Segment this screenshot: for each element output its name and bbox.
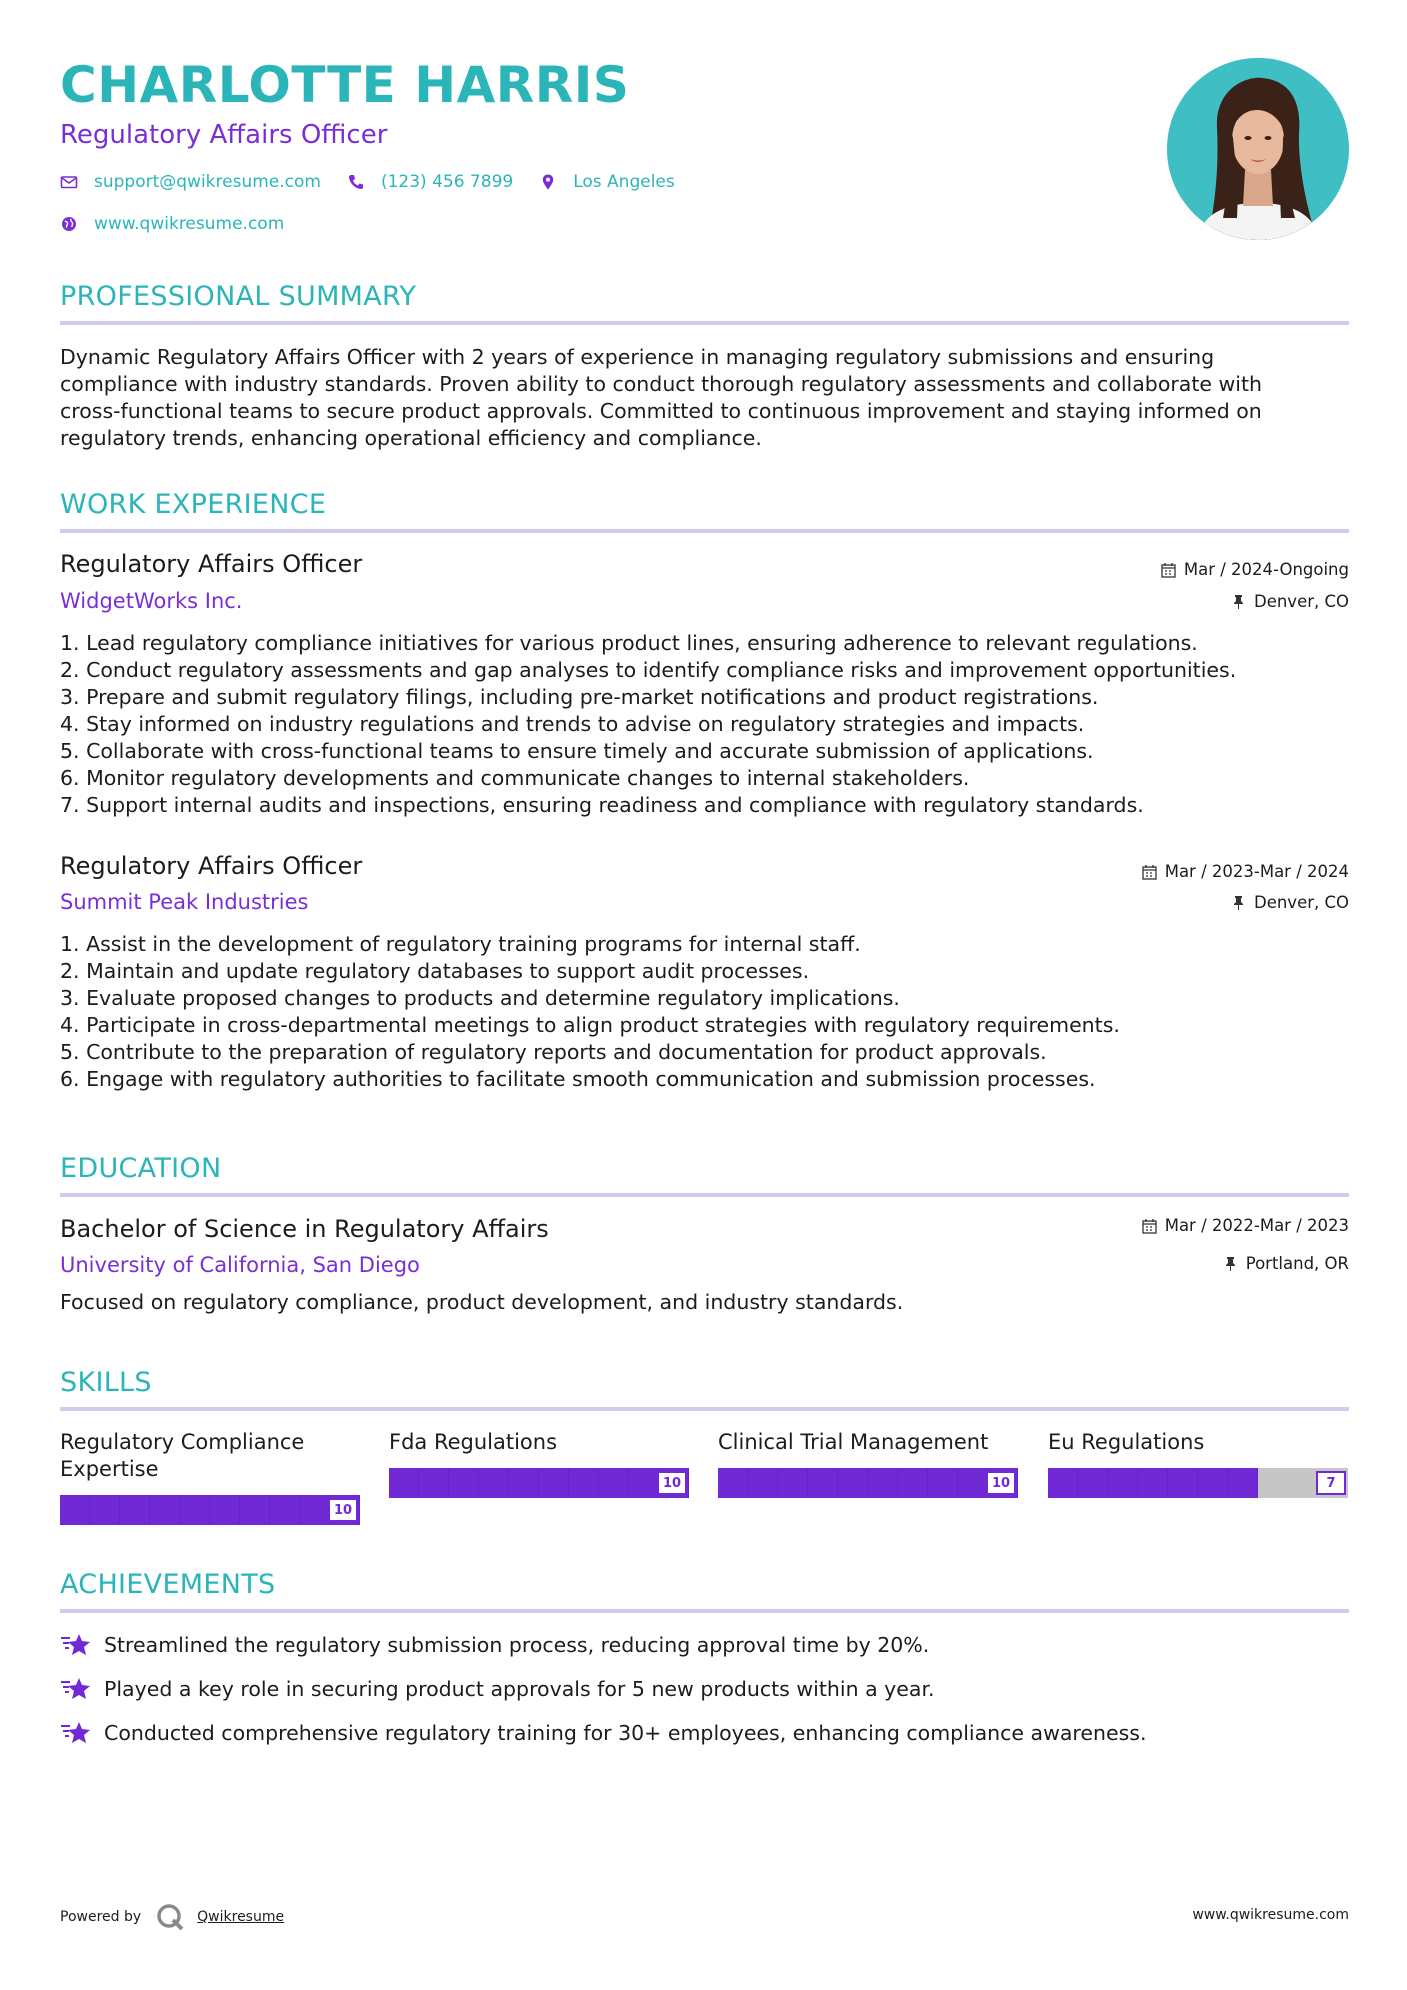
location-text: Denver, CO bbox=[1253, 893, 1349, 912]
skill-bar-segment bbox=[958, 1468, 988, 1498]
skill-bar-segment bbox=[868, 1468, 898, 1498]
powered-by-label: Powered by bbox=[60, 1909, 142, 1925]
skill-item bbox=[718, 1429, 1018, 1491]
skill-bar-segment bbox=[479, 1468, 509, 1498]
skill-bar-segment bbox=[1108, 1468, 1138, 1498]
skill-bar bbox=[60, 1495, 360, 1525]
skill-bar-segment bbox=[748, 1468, 778, 1498]
list-item: 5. Collaborate with cross-functional teams to ensure timely and accurate submission of applications. bbox=[60, 739, 1094, 763]
list-item: 6. Engage with regulatory authorities to facilitate smooth communication and submission processes. bbox=[60, 1067, 1096, 1091]
skill-score: 10 bbox=[657, 1471, 687, 1495]
envelope-icon bbox=[60, 173, 78, 191]
education-location bbox=[1223, 1254, 1349, 1273]
skill-bar-segment bbox=[270, 1495, 300, 1525]
skill-bar-segment bbox=[509, 1468, 539, 1498]
skills-heading: SKILLS bbox=[60, 1367, 152, 1398]
star-icon bbox=[60, 1676, 92, 1702]
job-location bbox=[1231, 893, 1349, 912]
contact-website[interactable] bbox=[60, 214, 284, 234]
pushpin-icon bbox=[1223, 1256, 1238, 1272]
job-bullets bbox=[60, 931, 1349, 1093]
skill-bar-segment bbox=[1168, 1468, 1198, 1498]
skill-name bbox=[1048, 1429, 1348, 1456]
list-item: 4. Stay informed on industry regulations and trends to advise on regulatory strategies and impacts. bbox=[60, 712, 1085, 736]
portrait-image bbox=[1167, 58, 1349, 240]
summary-line: regulatory trends, enhancing operational efficiency and compliance. bbox=[60, 426, 762, 450]
skill-bar-segment bbox=[898, 1468, 928, 1498]
skill-bar-fill bbox=[60, 1495, 360, 1525]
star-icon bbox=[60, 1720, 92, 1746]
skill-bar-segment bbox=[449, 1468, 479, 1498]
summary-line: compliance with industry standards. Proven ability to conduct thorough regulatory assessments and collaborate with bbox=[60, 372, 1263, 396]
skill-bar-segment bbox=[928, 1468, 958, 1498]
skill-bar-segment bbox=[1138, 1468, 1168, 1498]
skill-bar-segment bbox=[718, 1468, 748, 1498]
contact-phone[interactable] bbox=[347, 172, 513, 192]
list-item: 5. Contribute to the preparation of regulatory reports and documentation for product approvals. bbox=[60, 1040, 1047, 1064]
skill-bar-segment bbox=[150, 1495, 180, 1525]
skill-bar-fill bbox=[1048, 1468, 1258, 1498]
candidate-role: Regulatory Affairs Officer bbox=[60, 120, 388, 150]
skill-name-line: Fda Regulations bbox=[389, 1430, 558, 1454]
skill-bar-segment bbox=[210, 1495, 240, 1525]
skill-item bbox=[389, 1429, 689, 1491]
skill-bar-segment bbox=[240, 1495, 270, 1525]
footer-website[interactable]: www.qwikresume.com bbox=[1192, 1907, 1349, 1923]
section-divider bbox=[60, 1193, 1349, 1197]
education-heading: EDUCATION bbox=[60, 1153, 222, 1184]
skill-bar bbox=[389, 1468, 689, 1498]
achievement-text: Streamlined the regulatory submission process, reducing approval time by 20%. bbox=[104, 1633, 930, 1657]
summary-line: Dynamic Regulatory Affairs Officer with 2 years of experience in managing regulatory submissions and ensuring bbox=[60, 345, 1215, 369]
job-location bbox=[1231, 592, 1349, 611]
skill-name bbox=[60, 1429, 360, 1483]
skill-bar-segment bbox=[539, 1468, 569, 1498]
candidate-name: CHARLOTTE HARRIS bbox=[60, 56, 630, 114]
job-bullets bbox=[60, 630, 1349, 819]
contact-location bbox=[539, 172, 675, 192]
phone-icon bbox=[347, 173, 365, 191]
avatar bbox=[1167, 58, 1349, 240]
summary-line: cross-functional teams to secure product approvals. Committed to continuous improvement and staying informed on bbox=[60, 399, 1262, 423]
education-dates bbox=[1142, 1216, 1349, 1235]
list-item: 2. Conduct regulatory assessments and gap analyses to identify compliance risks and improvement opportunities. bbox=[60, 658, 1237, 682]
brand-link[interactable]: Qwikresume bbox=[197, 1909, 285, 1925]
skill-bar-segment bbox=[778, 1468, 808, 1498]
job-title: Regulatory Affairs Officer bbox=[60, 550, 363, 578]
skill-bar bbox=[718, 1468, 1018, 1498]
achievement-text: Played a key role in securing product approvals for 5 new products within a year. bbox=[104, 1677, 935, 1701]
footer-branding bbox=[60, 1902, 284, 1932]
skill-bar-segment bbox=[60, 1495, 90, 1525]
achievements-heading: ACHIEVEMENTS bbox=[60, 1569, 276, 1600]
list-item: 3. Evaluate proposed changes to products and determine regulatory implications. bbox=[60, 986, 900, 1010]
summary-heading: PROFESSIONAL SUMMARY bbox=[60, 281, 417, 312]
company-name: WidgetWorks Inc. bbox=[60, 589, 243, 613]
skill-bar-segment bbox=[599, 1468, 629, 1498]
skill-name-line: Regulatory Compliance bbox=[60, 1430, 305, 1454]
skill-bar-segment bbox=[569, 1468, 599, 1498]
list-item: 4. Participate in cross-departmental meetings to align product strategies with regulatory requirements. bbox=[60, 1013, 1120, 1037]
skill-bar-segment bbox=[90, 1495, 120, 1525]
skill-bar-segment bbox=[180, 1495, 210, 1525]
list-item: 2. Maintain and update regulatory databases to support audit processes. bbox=[60, 959, 810, 983]
company-name: Summit Peak Industries bbox=[60, 890, 309, 914]
skill-bar-fill bbox=[718, 1468, 1018, 1498]
school-name: University of California, San Diego bbox=[60, 1253, 420, 1277]
job-dates bbox=[1161, 560, 1349, 579]
skill-bar-segment bbox=[300, 1495, 330, 1525]
experience-heading: WORK EXPERIENCE bbox=[60, 489, 327, 520]
contact-email[interactable] bbox=[60, 172, 321, 192]
skill-bar-segment bbox=[1048, 1468, 1078, 1498]
skill-score: 7 bbox=[1316, 1471, 1346, 1495]
skill-name-line: Expertise bbox=[60, 1457, 159, 1481]
skill-item bbox=[60, 1429, 360, 1518]
calendar-icon bbox=[1142, 864, 1157, 880]
contact-row bbox=[60, 172, 701, 192]
degree-title: Bachelor of Science in Regulatory Affairs bbox=[60, 1215, 549, 1243]
skill-bar-segment bbox=[629, 1468, 659, 1498]
section-divider bbox=[60, 321, 1349, 325]
star-icon bbox=[60, 1632, 92, 1658]
globe-icon bbox=[60, 215, 78, 233]
calendar-icon bbox=[1142, 1218, 1157, 1234]
job-title: Regulatory Affairs Officer bbox=[60, 852, 363, 880]
skill-bar-segment bbox=[120, 1495, 150, 1525]
skill-name-line: Eu Regulations bbox=[1048, 1430, 1205, 1454]
phone-text: (123) 456 7899 bbox=[380, 172, 514, 192]
dates-text: Mar / 2024-Ongoing bbox=[1183, 560, 1349, 579]
skill-bar-segment bbox=[1228, 1468, 1258, 1498]
location-text: Denver, CO bbox=[1253, 592, 1349, 611]
skill-name-line: Clinical Trial Management bbox=[718, 1430, 989, 1454]
website-text: www.qwikresume.com bbox=[94, 214, 285, 234]
list-item: 1. Assist in the development of regulatory training programs for internal staff. bbox=[60, 932, 861, 956]
email-text: support@qwikresume.com bbox=[94, 172, 321, 192]
map-pin-icon bbox=[539, 173, 557, 191]
dates-text: Mar / 2022-Mar / 2023 bbox=[1164, 1216, 1349, 1235]
skill-bar-segment bbox=[808, 1468, 838, 1498]
dates-text: Mar / 2023-Mar / 2024 bbox=[1164, 862, 1349, 881]
job-dates bbox=[1142, 862, 1349, 881]
section-divider bbox=[60, 529, 1349, 533]
list-item: 6. Monitor regulatory developments and communicate changes to internal stakeholders. bbox=[60, 766, 970, 790]
qwikresume-logo bbox=[155, 1902, 185, 1932]
skill-bar-fill bbox=[389, 1468, 689, 1498]
calendar-icon bbox=[1161, 562, 1176, 578]
achievement-item bbox=[60, 1676, 935, 1702]
summary-text bbox=[60, 344, 1349, 452]
skill-score: 10 bbox=[328, 1498, 358, 1522]
achievement-item bbox=[60, 1720, 1147, 1746]
location-text: Los Angeles bbox=[573, 172, 675, 192]
skill-item bbox=[1048, 1429, 1348, 1491]
skill-name bbox=[718, 1429, 1018, 1456]
skill-bar-segment bbox=[1078, 1468, 1108, 1498]
skill-bar-segment bbox=[838, 1468, 868, 1498]
pushpin-icon bbox=[1231, 594, 1246, 610]
skill-name bbox=[389, 1429, 689, 1456]
education-description: Focused on regulatory compliance, product development, and industry standards. bbox=[60, 1290, 904, 1314]
pushpin-icon bbox=[1231, 895, 1246, 911]
list-item: 3. Prepare and submit regulatory filings, including pre-market notifications and product registrations. bbox=[60, 685, 1099, 709]
skill-score: 10 bbox=[986, 1471, 1016, 1495]
list-item: 1. Lead regulatory compliance initiatives for various product lines, ensuring adherence to relevant regulations. bbox=[60, 631, 1198, 655]
skill-bar bbox=[1048, 1468, 1348, 1498]
achievement-text: Conducted comprehensive regulatory training for 30+ employees, enhancing compliance awareness. bbox=[104, 1721, 1147, 1745]
skill-bar-segment bbox=[1198, 1468, 1228, 1498]
achievement-item bbox=[60, 1632, 929, 1658]
section-divider bbox=[60, 1407, 1349, 1411]
list-item: 7. Support internal audits and inspections, ensuring readiness and compliance with regulatory standards. bbox=[60, 793, 1144, 817]
skill-bar-segment bbox=[419, 1468, 449, 1498]
section-divider bbox=[60, 1609, 1349, 1613]
skill-bar-segment bbox=[389, 1468, 419, 1498]
contact-row-2 bbox=[60, 214, 310, 234]
location-text: Portland, OR bbox=[1245, 1254, 1349, 1273]
